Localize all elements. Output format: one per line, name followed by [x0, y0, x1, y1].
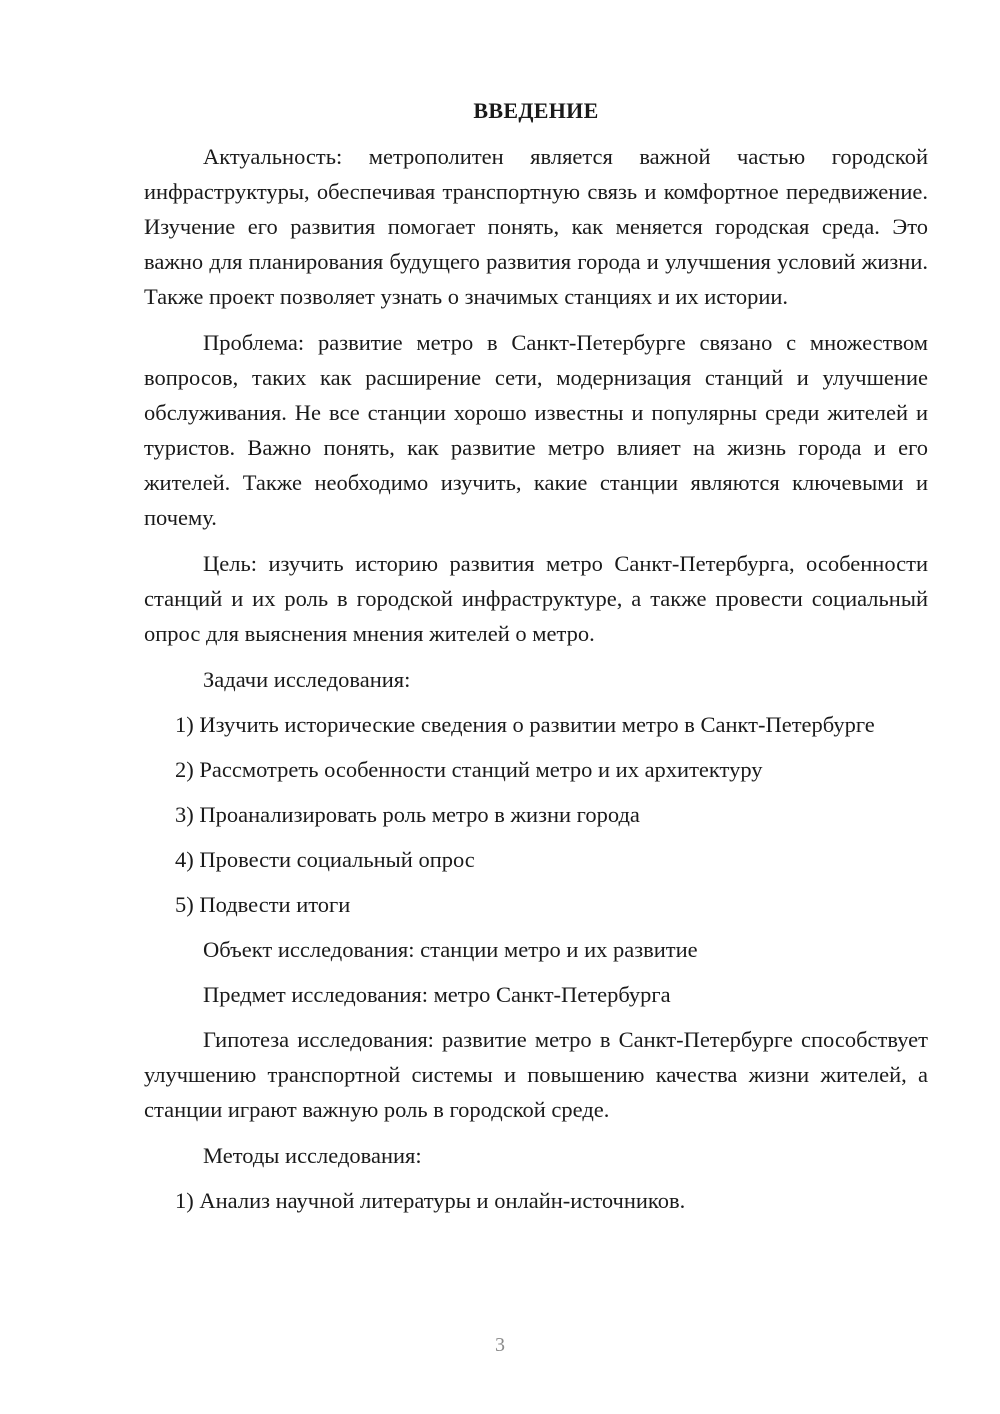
page-number: 3 — [495, 1334, 505, 1356]
problem-paragraph: Проблема: развитие метро в Санкт-Петербурге связано с множеством вопросов, таких как расширение сети, модернизация станций и улучшение обслуживания. Не все станции хорошо известны и популярны среди жителей и туристов. Важно понять, как развитие метро влияет на жизнь города и его жителей. Также необходимо изучить, какие станции являются ключевыми и почему. — [144, 330, 928, 530]
tasks-heading: Задачи исследования: — [203, 667, 411, 692]
page-title: ВВЕДЕНИЕ — [473, 98, 599, 123]
task-item-1: 1) Изучить исторические сведения о развитии метро в Санкт-Петербурге — [175, 712, 875, 737]
research-object: Объект исследования: станции метро и их развитие — [203, 937, 698, 962]
task-item-2: 2) Рассмотреть особенности станций метро и их архитектуру — [175, 757, 763, 782]
task-item-5: 5) Подвести итоги — [175, 892, 351, 917]
hypothesis-paragraph: Гипотеза исследования: развитие метро в Санкт-Петербурге способствует улучшению транспортной системы и повышению качества жизни жителей, а станции играют важную роль в городской среде. — [144, 1027, 928, 1122]
task-item-4: 4) Провести социальный опрос — [175, 847, 475, 872]
research-subject: Предмет исследования: метро Санкт-Петербурга — [203, 982, 671, 1007]
methods-heading: Методы исследования: — [203, 1143, 422, 1168]
relevance-paragraph: Актуальность: метрополитен является важной частью городской инфраструктуры, обеспечивая транспортную связь и комфортное передвижение. Изучение его развития помогает понять, как меняется городская среда. Это важно для планирования будущего развития города и улучшения условий жизни. Также проект позволяет узнать о значимых станциях и их истории. — [144, 144, 928, 309]
document-page — [144, 96, 928, 1228]
goal-paragraph: Цель: изучить историю развития метро Санкт-Петербурга, особенности станций и их роль в городской инфраструктуре, а также провести социальный опрос для выяснения мнения жителей о метро. — [144, 551, 928, 646]
task-item-3: 3) Проанализировать роль метро в жизни города — [175, 802, 640, 827]
method-item-1: 1) Анализ научной литературы и онлайн-источников. — [175, 1188, 686, 1213]
